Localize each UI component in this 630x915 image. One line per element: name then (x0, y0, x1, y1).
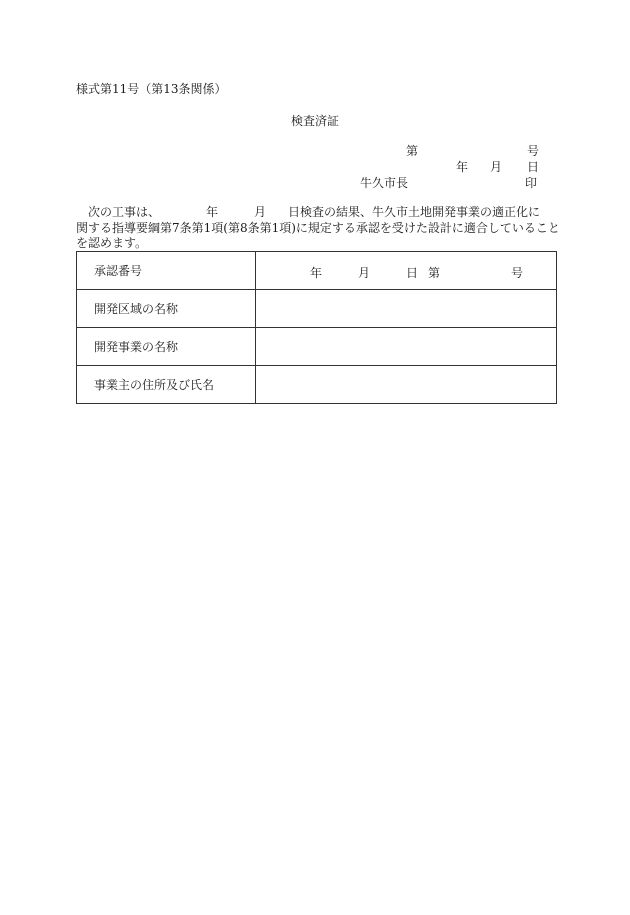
table-row (77, 328, 557, 366)
mayor-title: 牛久市長 (360, 176, 409, 190)
issue-number-prefix: 第 (406, 144, 419, 158)
body-line-3: を認めます。 (76, 236, 148, 250)
operator-address-name-cell (256, 366, 557, 404)
body-month: 月 (254, 205, 267, 219)
body-line-1 (76, 205, 556, 221)
approval-day: 日 (406, 266, 419, 280)
issue-date-month: 月 (490, 160, 503, 174)
table-row (77, 290, 557, 328)
issue-date-year: 年 (456, 160, 469, 174)
development-project-cell (256, 328, 557, 366)
issue-number-suffix: 号 (527, 144, 540, 158)
development-area-cell (256, 290, 557, 328)
form-number: 様式第11号（第13条関係） (76, 82, 227, 96)
table-row (77, 366, 557, 404)
body-line-2: 関する指導要綱第7条第1項(第8条第1項)に規定する承認を受けた設計に適合していること (76, 220, 560, 235)
approval-year: 年 (310, 266, 323, 280)
row-label-development-project: 開発事業の名称 (77, 328, 256, 366)
table-row (77, 252, 557, 290)
document-title: 検査済証 (290, 114, 339, 128)
body-line1-pre: 次の工事は、 (76, 205, 161, 219)
row-label-development-area: 開発区域の名称 (77, 290, 256, 328)
certificate-table (76, 251, 557, 404)
issue-date-day: 日 (527, 160, 540, 174)
approval-number-cell (256, 252, 557, 290)
row-label-approval-number: 承認番号 (77, 252, 256, 290)
certificate-body (76, 205, 560, 252)
approval-number-prefix: 第 (428, 266, 441, 280)
seal-mark: 印 (525, 176, 538, 190)
body-line1-post: 日検査の結果、牛久市土地開発事業の適正化に (288, 205, 541, 219)
approval-month: 月 (358, 266, 371, 280)
body-year: 年 (206, 205, 219, 219)
approval-number-suffix: 号 (511, 266, 524, 280)
row-label-operator-address-name: 事業主の住所及び氏名 (77, 366, 256, 404)
